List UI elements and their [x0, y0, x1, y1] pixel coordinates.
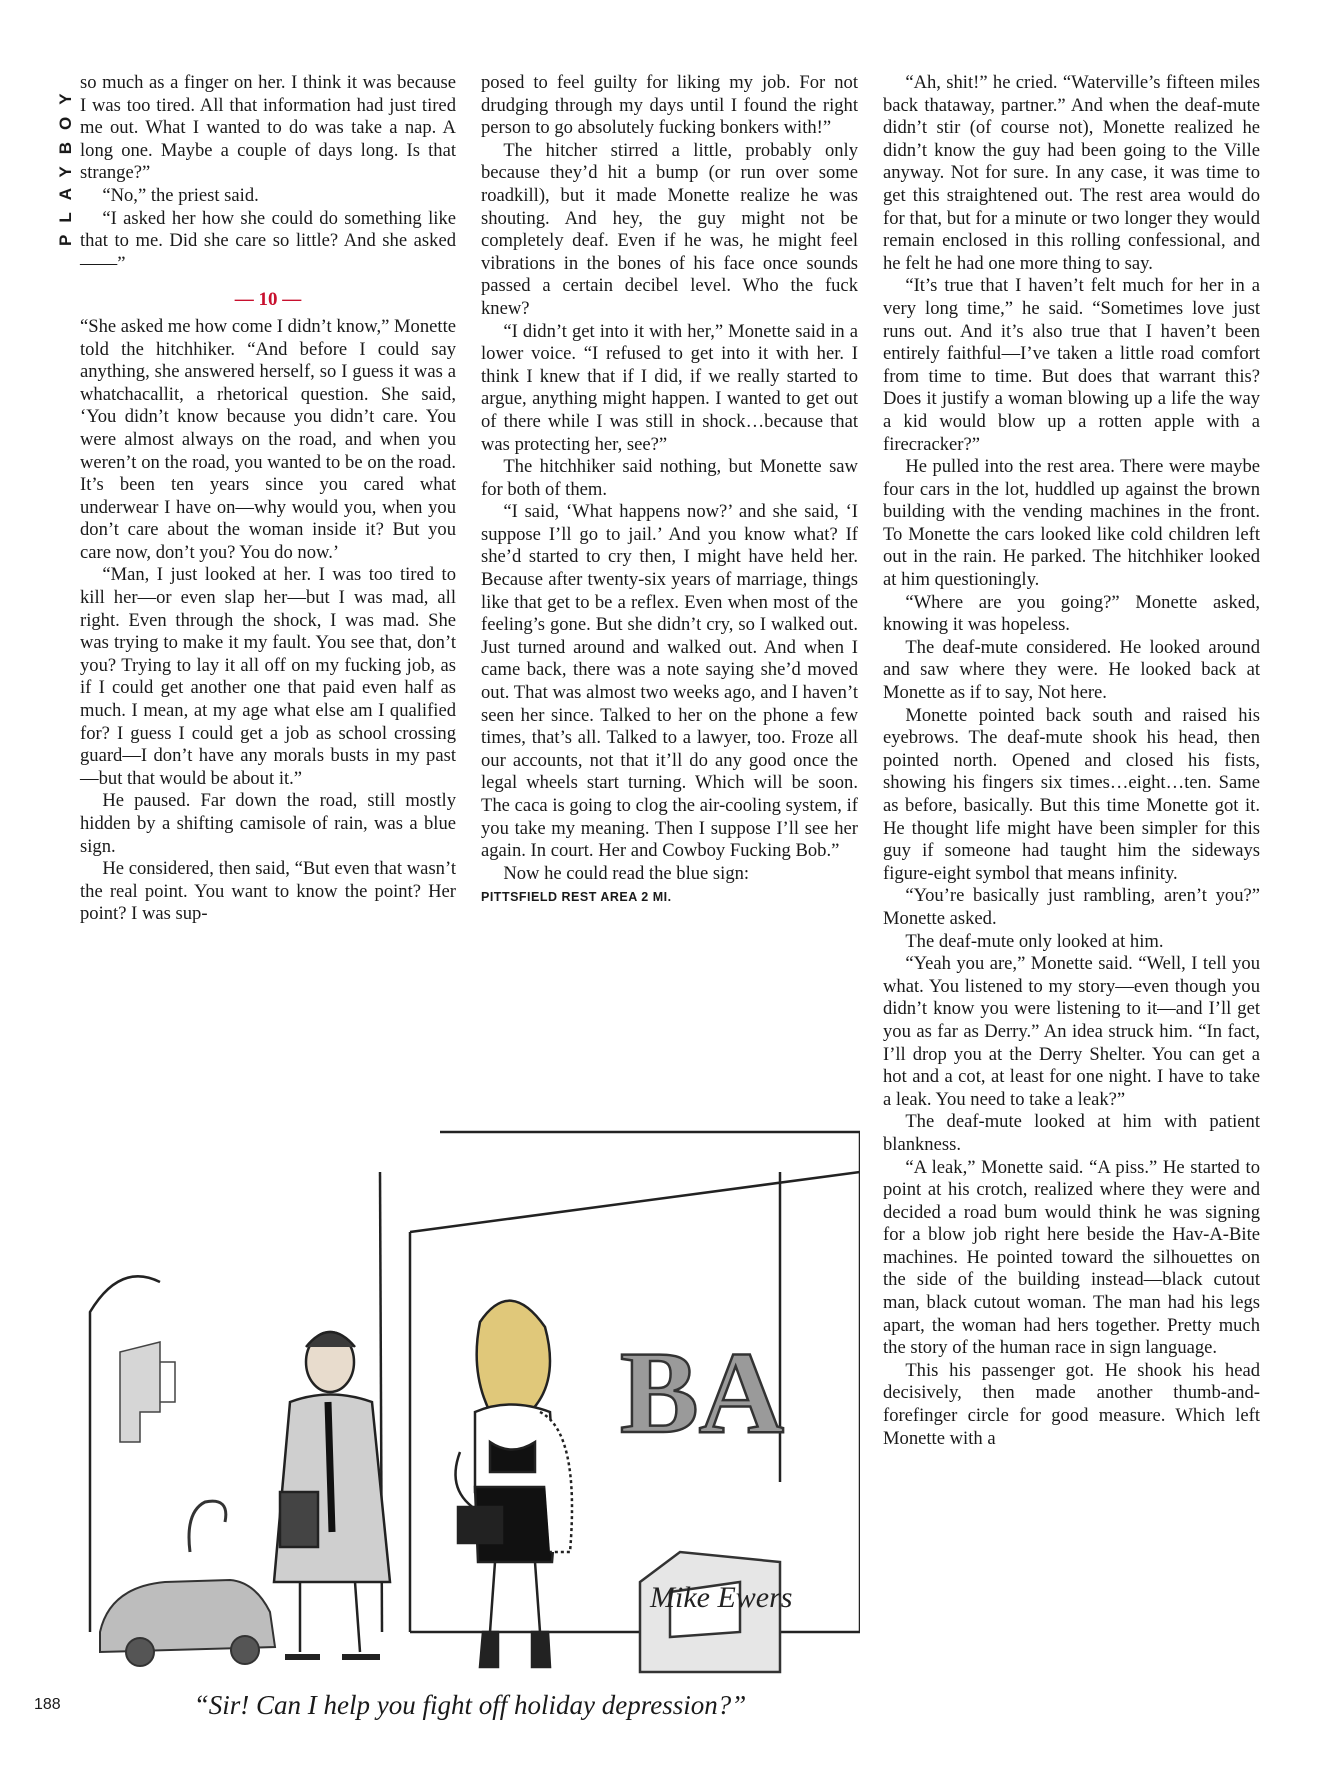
text-column-2 [481, 72, 858, 909]
cartoon-illustration [80, 1112, 860, 1690]
paragraph: “I said, ‘What happens now?’ and she said, ‘I suppose I’ll go to jail.’ And you know what? If she’d started to cry then, I might have held her. Because after twenty-six years of marriage, things like that get to be a reflex. Even when most of the feeling’s gone. But she didn’t cry, so I walked out. Just turned around and walked out. And when I came back, there was a note saying she’d moved out. That was almost two weeks ago, and I haven’t seen her since. Talked to her on the phone a few times, that’s all. Talked to a lawyer, too. Froze all our accounts, not that it’ll do any good once the legal wheels start turning. Which will be soon. The caca is going to clog the air-cooling system, if you take my meaning. Then I suppose I’ll see her again. In court. Her and Cowboy Fucking Bob.” [481, 501, 858, 862]
text-column-3 [883, 72, 1260, 1450]
paragraph: The deaf-mute only looked at him. [905, 930, 1164, 952]
magazine-name-vertical [30, 66, 75, 286]
cartoon-caption: “Sir! Can I help you fight off holiday depression?” [193, 1690, 747, 1720]
paragraph: He pulled into the rest area. There were maybe four cars in the lot, huddled up against the brown building with the vending machines in the front. To Monette the cars looked like cold children left out in the rain. He parked. The hitchhiker looked at him questioningly. [883, 456, 1260, 591]
artist-signature: Mike Ewers [650, 1581, 793, 1614]
paragraph: “Man, I just looked at her. I was too tired to kill her—or even slap her—but I was mad, all right. Even through the shock, I was mad. She was trying to make it my fault. You see that, don’t you? Trying to lay it all off on my fucking job, as if I could get another one that paid even half as much. I mean, at my age what else am I qualified for? I guess I could get a job as school crossing guard—I don’t have any morals busts in my past—but that would be about it.” [80, 564, 456, 789]
page-number: 188 [34, 1696, 61, 1713]
paragraph: “I didn’t get into it with her,” Monette said in a lower voice. “I refused to get into it with her. I think I knew that if I did, if we really started to argue, anything might happen. I wanted to get out of there while I was still in shock…because that was protecting her, see?” [481, 320, 858, 455]
storefront-letters: BA [620, 1327, 784, 1458]
paragraph: “Where are you going?” Monette asked, knowing it was hopeless. [883, 591, 1260, 636]
cartoon-drawing [80, 1112, 860, 1690]
paragraph: “It’s true that I haven’t felt much for her in a very long time,” he said. “Sometimes love just runs out. And it’s also true that I haven’t been entirely faithful—I’ve taken a little road comfort from time to time. But does that warrant this? Does it justify a woman blowing up a life the way a kid would blow up a rotten apple with a firecracker?” [883, 275, 1260, 455]
paragraph: This his passenger got. He shook his head decisively, then made another thumb-and-forefinger circle for good measure. Which left Monette with a [883, 1359, 1260, 1449]
section-marker: — 10 — [234, 289, 302, 311]
road-sign-text [481, 885, 858, 909]
paragraph: “Yeah you are,” Monette said. “Well, I tell you what. You listened to my story—even though you didn’t know you were listening to it—and I’ll get you as far as Derry.” An idea struck him. “In fact, I’ll drop you at the Derry Shelter. You can get a hot and a cot, at least for one night. I have to take a leak. You need to take a leak?” [883, 953, 1260, 1110]
paragraph: The deaf-mute looked at him with patient blankness. [883, 1111, 1260, 1155]
paragraph: He paused. Far down the road, still mostly hidden by a shifting camisole of rain, was a blue sign. [80, 790, 456, 857]
paragraph: posed to feel guilty for liking my job. For not drudging through my days until I found the right person to go absolutely fucking bonkers with!” [481, 72, 858, 139]
paragraph: The hitchhiker said nothing, but Monette saw for both of them. [481, 456, 858, 500]
magazine-name: PLAYBOY [56, 81, 75, 246]
paragraph: The hitcher stirred a little, probably only because they’d hit a bump (or run over some roadkill), but it made Monette realize he was shouting. And hey, the guy might not be completely deaf. Even if he was, he might feel vibrations in the bones of his face once sounds passed a certain decibel level. Who the fuck knew? [481, 139, 858, 319]
paragraph: Monette pointed back south and raised his eyebrows. The deaf-mute shook his head, then pointed north. Opened and closed his fists, showing his fingers six times…eight…ten. Same as before, basically. But this time Monette got it. He thought life might have been simpler for this guy if someone had taught him the sideways figure-eight symbol that means infinity. [883, 704, 1260, 884]
paragraph: “I asked her how she could do something like that to me. Did she care so little? And she asked——” [80, 207, 456, 274]
paragraph: The deaf-mute considered. He looked around and saw where they were. He looked back at Monette as if to say, Not here. [883, 636, 1260, 704]
paragraph: Now he could read the blue sign: [503, 862, 750, 884]
paragraph: “You’re basically just rambling, aren’t you?” Monette asked. [883, 885, 1260, 929]
text-column-1 [80, 72, 456, 926]
paragraph: so much as a finger on her. I think it was because I was too tired. All that information had just tired me out. What I wanted to do was take a nap. A long one. Maybe a couple of days long. Is that strange?” [80, 72, 456, 184]
paragraph: He considered, then said, “But even that wasn’t the real point. You want to know the point? Her point? I was sup- [80, 858, 456, 925]
road-sign-label: PITTSFIELD REST AREA 2 MI. [481, 890, 672, 905]
paragraph: “No,” the priest said. [102, 184, 259, 206]
paragraph: “A leak,” Monette said. “A piss.” He started to point at his crotch, realized where they were and decided a road bum would think he was signing for a blow job right here beside the Hav-A-Bite machines. He pointed toward the silhouettes on the side of the building instead—black cutout man, black cutout woman. The man had his legs apart, the woman had hers together. Pretty much the story of the human race in sign language. [883, 1156, 1260, 1359]
paragraph: “She asked me how come I didn’t know,” Monette told the hitchhiker. “And before I could say anything, she answered herself, so I guess it was a whatchacallit, a rhetorical question. She said, ‘You didn’t know because you didn’t care. You were almost always on the road, and when you weren’t on the road, you wanted to be on the road. It’s been ten years since you cared what underwear I have on—why would you, when you don’t care about the woman inside it? But you care now, don’t you? You do now.’ [80, 315, 456, 563]
paragraph: “Ah, shit!” he cried. “Waterville’s fifteen miles back thataway, partner.” And when the deaf-mute didn’t stir (of course not), Monette realized he didn’t know the guy had been going to the Ville anyway. Not for sure. In any case, it was time to get this straightened out. The rest area would do for that, but for a minute or two longer they would remain enclosed in this rolling confessional, and he felt he had one more thing to say. [883, 72, 1260, 274]
